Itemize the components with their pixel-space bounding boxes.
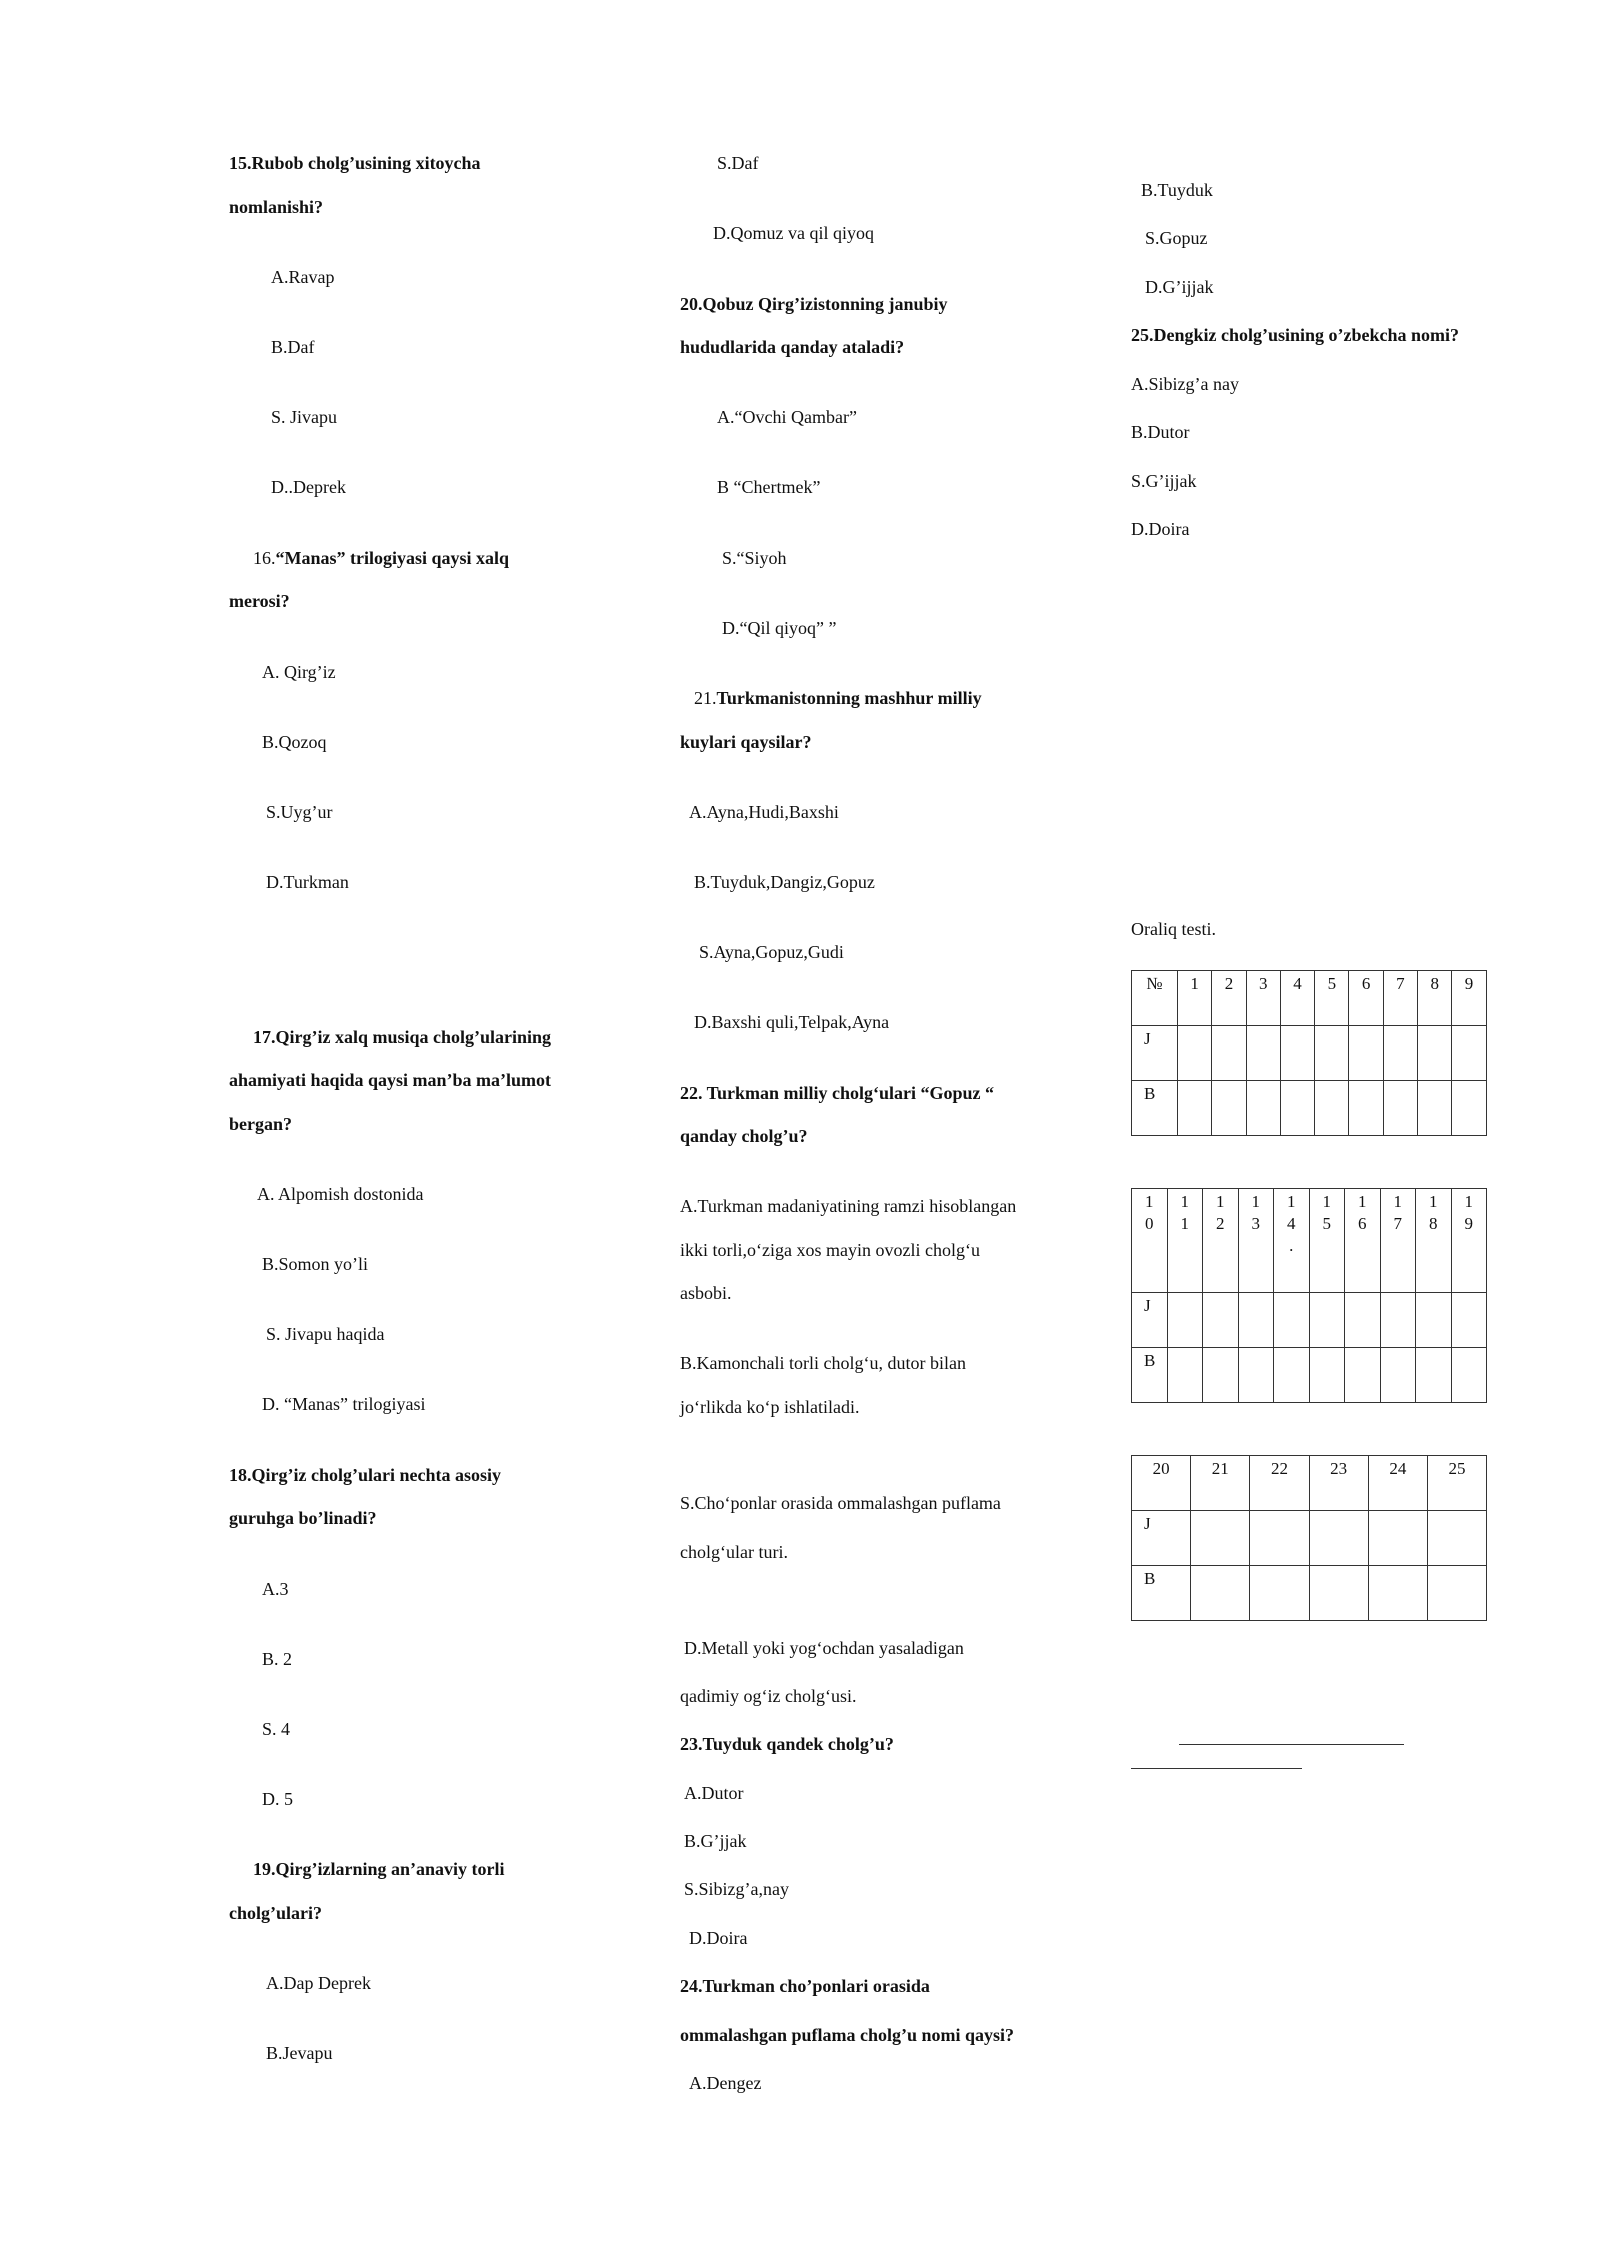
answer-option: D.Doira <box>689 1928 748 1948</box>
answer-option: ikki torli,o‘ziga xos mayin ovozli cholg‘u <box>680 1240 980 1260</box>
answer-cell[interactable] <box>1315 1081 1349 1136</box>
section-title: Oraliq testi. <box>1131 919 1216 939</box>
digit: 4 <box>1287 1214 1296 1233</box>
row-label: B <box>1132 1081 1178 1136</box>
answer-table-2 <box>1131 1188 1487 1403</box>
question-text: 15.Rubob cholg’usining xitoycha <box>229 153 481 173</box>
row-label: J <box>1132 1026 1178 1081</box>
answer-cell[interactable] <box>1427 1511 1486 1566</box>
digit: 1 <box>1180 1214 1189 1233</box>
table-cell: 9 <box>1452 971 1486 1026</box>
question-text <box>694 687 982 709</box>
answer-option: B.Tuyduk <box>1141 180 1213 200</box>
answer-option: S.G’ijjak <box>1131 471 1197 491</box>
answer-table-1 <box>1131 970 1487 1136</box>
table-cell: 21 <box>1191 1456 1250 1511</box>
answer-option: B.Kamonchali torli cholg‘u, dutor bilan <box>680 1353 966 1373</box>
question-text: ahamiyati haqida qaysi man’ba ma’lumot <box>229 1070 552 1090</box>
answer-option: B. 2 <box>262 1649 293 1669</box>
table-cell: 8 <box>1418 971 1452 1026</box>
question-text: 24.Turkman cho’ponlari orasida <box>680 1976 930 1996</box>
answer-option: D. “Manas” trilogiyasi <box>262 1394 426 1414</box>
question-text: cholg’ulari? <box>229 1903 322 1923</box>
answer-option: D..Deprek <box>271 477 346 497</box>
table-row <box>1132 1566 1487 1621</box>
question-text-bold: Turkmanistonning mashhur milliy <box>716 688 982 708</box>
question-number: 21. <box>694 688 717 708</box>
answer-cell[interactable] <box>1178 1026 1212 1081</box>
answer-cell[interactable] <box>1345 1293 1381 1348</box>
answer-option: A.Turkman madaniyatining ramzi hisoblangan <box>680 1196 1017 1216</box>
table-cell <box>1380 1189 1416 1293</box>
answer-option: D.Turkman <box>266 872 349 892</box>
answer-option: A. Qirg’iz <box>262 662 336 682</box>
answer-cell[interactable] <box>1238 1293 1274 1348</box>
question-text: kuylari qaysilar? <box>680 732 812 752</box>
answer-option: B.Somon yo’li <box>262 1254 369 1274</box>
question-text: hududlarida qanday ataladi? <box>680 337 905 357</box>
table-cell <box>1274 1189 1310 1293</box>
question-text: 18.Qirg’iz cholg’ulari nechta asosiy <box>229 1465 501 1485</box>
answer-cell[interactable] <box>1280 1081 1314 1136</box>
answer-option: A.Sibizg’a nay <box>1131 374 1239 394</box>
row-label: B <box>1132 1566 1191 1621</box>
question-text: 22. Turkman milliy cholg‘ulari “Gopuz “ <box>680 1083 995 1103</box>
answer-option: S.Uyg’ur <box>266 802 333 822</box>
answer-option: S. Jivapu <box>271 407 338 427</box>
table-header-row <box>1132 1189 1487 1293</box>
table-cell: 2 <box>1212 971 1246 1026</box>
question-text: guruhga bo’linadi? <box>229 1508 377 1528</box>
answer-option: A.Ravap <box>271 267 335 287</box>
answer-cell[interactable] <box>1416 1293 1452 1348</box>
answer-cell[interactable] <box>1203 1348 1239 1403</box>
table-cell <box>1132 1189 1168 1293</box>
answer-option: D.G’ijjak <box>1145 277 1214 297</box>
answer-option: B.Daf <box>271 337 315 357</box>
answer-cell[interactable] <box>1203 1293 1239 1348</box>
answer-cell[interactable] <box>1380 1293 1416 1348</box>
digit: 7 <box>1393 1214 1402 1233</box>
answer-option: A.“Ovchi Qambar” <box>717 407 857 427</box>
answer-option: S.Sibizg’a,nay <box>684 1879 789 1899</box>
question-text: 25.Dengkiz cholg’usining o’zbekcha nomi? <box>1131 325 1460 345</box>
answer-option: A.3 <box>262 1579 289 1599</box>
answer-option: A.Dap Deprek <box>266 1973 371 1993</box>
digit: 0 <box>1145 1214 1154 1233</box>
table-cell: 3 <box>1246 971 1280 1026</box>
digit: 1 <box>1216 1192 1225 1211</box>
answer-cell[interactable] <box>1274 1293 1310 1348</box>
answer-option: A.Dutor <box>684 1783 744 1803</box>
table-cell: 4 <box>1280 971 1314 1026</box>
answer-cell[interactable] <box>1250 1511 1309 1566</box>
answer-option: A.Ayna,Hudi,Baxshi <box>689 802 839 822</box>
answer-cell[interactable] <box>1178 1081 1212 1136</box>
answer-cell[interactable] <box>1452 1081 1486 1136</box>
table-row <box>1132 1293 1487 1348</box>
digit: 1 <box>1287 1192 1296 1211</box>
answer-cell[interactable] <box>1451 1293 1487 1348</box>
answer-option: B “Chertmek” <box>717 477 821 497</box>
answer-option: A. Alpomish dostonida <box>257 1184 424 1204</box>
answer-option: S.Daf <box>717 153 759 173</box>
question-text: 23.Tuyduk qandek cholg’u? <box>680 1734 894 1754</box>
answer-cell[interactable] <box>1309 1293 1345 1348</box>
question-text <box>253 547 509 569</box>
answer-option: D.Doira <box>1131 519 1190 539</box>
answer-cell[interactable] <box>1250 1566 1309 1621</box>
answer-cell[interactable] <box>1167 1348 1203 1403</box>
digit: 5 <box>1322 1214 1331 1233</box>
question-text: 19.Qirg’izlarning an’anaviy torli <box>253 1859 505 1879</box>
table-cell: 6 <box>1349 971 1383 1026</box>
row-label: J <box>1132 1511 1191 1566</box>
table-cell: 7 <box>1383 971 1417 1026</box>
digit: 6 <box>1358 1214 1367 1233</box>
answer-option: S.Cho‘ponlar orasida ommalashgan puflama <box>680 1493 1001 1513</box>
answer-option: S.Gopuz <box>1145 228 1208 248</box>
answer-cell[interactable] <box>1212 1026 1246 1081</box>
answer-cell[interactable] <box>1238 1348 1274 1403</box>
answer-option: D.Baxshi quli,Telpak,Ayna <box>694 1012 890 1032</box>
answer-cell[interactable] <box>1427 1566 1486 1621</box>
digit: 2 <box>1216 1214 1225 1233</box>
row-label: B <box>1132 1348 1168 1403</box>
question-text: 20.Qobuz Qirg’izistonning janubiy <box>680 294 948 314</box>
answer-cell[interactable] <box>1274 1348 1310 1403</box>
answer-option: B.G’jjak <box>684 1831 747 1851</box>
table-cell: № <box>1132 971 1178 1026</box>
answer-cell[interactable] <box>1368 1566 1427 1621</box>
answer-cell[interactable] <box>1309 1348 1345 1403</box>
answer-option: S.“Siyoh <box>722 548 787 568</box>
table-cell <box>1167 1189 1203 1293</box>
table-cell: 23 <box>1309 1456 1368 1511</box>
answer-option: B.Qozoq <box>262 732 327 752</box>
answer-cell[interactable] <box>1418 1081 1452 1136</box>
answer-cell[interactable] <box>1418 1026 1452 1081</box>
table-header-row <box>1132 971 1487 1026</box>
digit: 1 <box>1251 1192 1260 1211</box>
answer-cell[interactable] <box>1349 1026 1383 1081</box>
answer-cell[interactable] <box>1246 1026 1280 1081</box>
digit: . <box>1289 1236 1294 1255</box>
answer-cell[interactable] <box>1212 1081 1246 1136</box>
answer-cell[interactable] <box>1315 1026 1349 1081</box>
answer-cell[interactable] <box>1368 1511 1427 1566</box>
answer-cell[interactable] <box>1380 1348 1416 1403</box>
digit: 1 <box>1393 1192 1402 1211</box>
answer-cell[interactable] <box>1349 1081 1383 1136</box>
answer-option: asbobi. <box>680 1283 732 1303</box>
row-label: J <box>1132 1293 1168 1348</box>
answer-option: A.Dengez <box>689 2073 762 2093</box>
table-cell: 24 <box>1368 1456 1427 1511</box>
table-cell <box>1345 1189 1381 1293</box>
answer-cell[interactable] <box>1309 1511 1368 1566</box>
table-cell: 22 <box>1250 1456 1309 1511</box>
digit: 1 <box>1180 1192 1189 1211</box>
digit: 3 <box>1251 1214 1260 1233</box>
digit: 1 <box>1145 1192 1154 1211</box>
answer-option: D.Qomuz va qil qiyoq <box>713 223 874 243</box>
question-text: ommalashgan puflama cholg’u nomi qaysi? <box>680 2025 1015 2045</box>
answer-option: S.Ayna,Gopuz,Gudi <box>699 942 844 962</box>
answer-cell[interactable] <box>1191 1566 1250 1621</box>
answer-option: D.Metall yoki yog‘ochdan yasaladigan <box>684 1638 964 1658</box>
signature-line <box>1131 1768 1302 1769</box>
digit: 1 <box>1429 1192 1438 1211</box>
question-text: merosi? <box>229 591 290 611</box>
digit: 1 <box>1322 1192 1331 1211</box>
table-cell <box>1203 1189 1239 1293</box>
answer-cell[interactable] <box>1383 1081 1417 1136</box>
table-row <box>1132 1026 1487 1081</box>
answer-option: S. 4 <box>262 1719 291 1739</box>
table-cell <box>1451 1189 1487 1293</box>
answer-cell[interactable] <box>1167 1293 1203 1348</box>
answer-cell[interactable] <box>1416 1348 1452 1403</box>
table-row <box>1132 1511 1487 1566</box>
answer-cell[interactable] <box>1452 1026 1486 1081</box>
answer-cell[interactable] <box>1345 1348 1381 1403</box>
answer-option: D.“Qil qiyoq” ” <box>722 618 837 638</box>
answer-option: cholg‘ular turi. <box>680 1542 788 1562</box>
table-cell <box>1238 1189 1274 1293</box>
table-cell <box>1416 1189 1452 1293</box>
digit: 1 <box>1464 1192 1473 1211</box>
table-cell: 25 <box>1427 1456 1486 1511</box>
answer-cell[interactable] <box>1246 1081 1280 1136</box>
question-number: 16. <box>253 548 276 568</box>
answer-cell[interactable] <box>1309 1566 1368 1621</box>
table-cell <box>1309 1189 1345 1293</box>
answer-cell[interactable] <box>1191 1511 1250 1566</box>
question-text: 17.Qirg’iz xalq musiqa cholg’ularining <box>253 1027 552 1047</box>
answer-option: B.Tuyduk,Dangiz,Gopuz <box>694 872 875 892</box>
answer-option: D. 5 <box>262 1789 293 1809</box>
answer-table-3 <box>1131 1455 1487 1621</box>
table-header-row <box>1132 1456 1487 1511</box>
table-cell: 5 <box>1315 971 1349 1026</box>
answer-cell[interactable] <box>1280 1026 1314 1081</box>
answer-option: B.Jevapu <box>266 2043 333 2063</box>
table-cell: 20 <box>1132 1456 1191 1511</box>
question-text: qanday cholg’u? <box>680 1126 808 1146</box>
table-row <box>1132 1081 1487 1136</box>
table-cell: 1 <box>1178 971 1212 1026</box>
question-text: bergan? <box>229 1114 292 1134</box>
answer-cell[interactable] <box>1383 1026 1417 1081</box>
answer-cell[interactable] <box>1451 1348 1487 1403</box>
answer-option: qadimiy og‘iz cholg‘usi. <box>680 1686 857 1706</box>
question-text: nomlanishi? <box>229 197 324 217</box>
signature-line <box>1179 1744 1404 1745</box>
digit: 9 <box>1464 1214 1473 1233</box>
answer-option: jo‘rlikda ko‘p ishlatiladi. <box>680 1397 860 1417</box>
table-row <box>1132 1348 1487 1403</box>
answer-option: S. Jivapu haqida <box>266 1324 385 1344</box>
digit: 8 <box>1429 1214 1438 1233</box>
answer-option: B.Dutor <box>1131 422 1190 442</box>
digit: 1 <box>1358 1192 1367 1211</box>
question-text-bold: “Manas” trilogiyasi qaysi xalq <box>275 548 510 568</box>
